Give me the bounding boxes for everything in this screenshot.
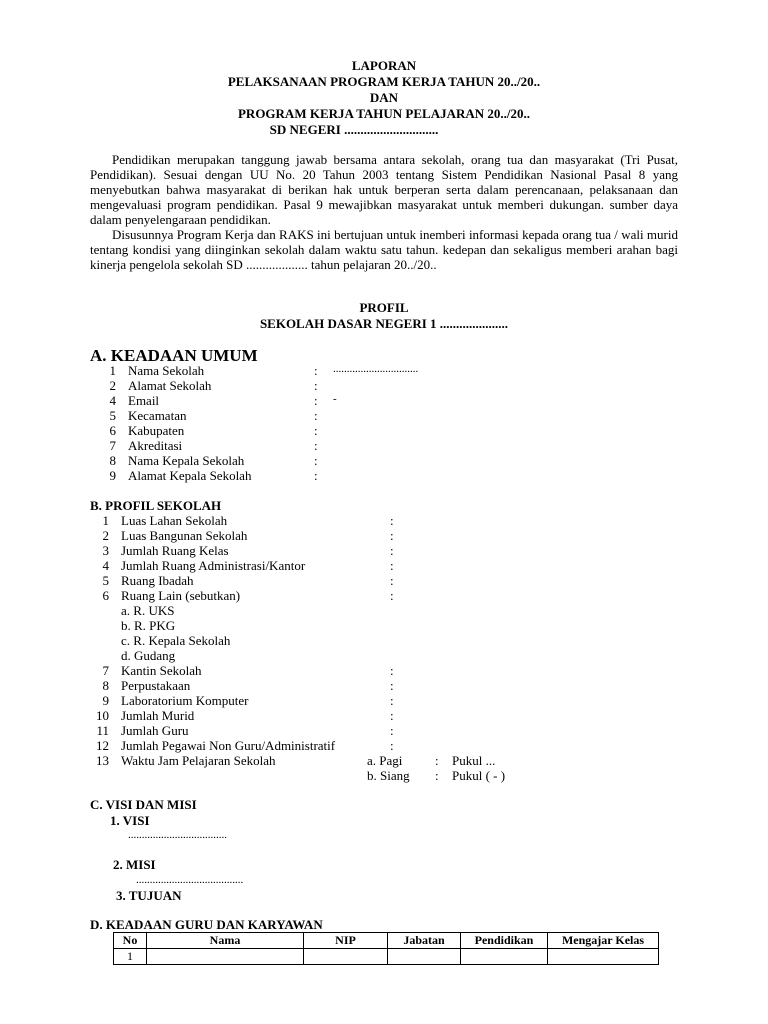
- profil-item-number: 13: [96, 753, 109, 768]
- profil-item-colon: :: [390, 738, 394, 753]
- report-title-line-4: PROGRAM KERJA TAHUN PELAJARAN 20../20..: [237, 106, 531, 121]
- profil-item-number: 7: [102, 663, 109, 678]
- profil-item-colon: :: [390, 588, 394, 603]
- keadaan-item-label: Akreditasi: [128, 438, 183, 453]
- profil-item-colon: :: [390, 678, 394, 693]
- profil-item-label: Ruang Ibadah: [121, 573, 194, 588]
- keadaan-item-colon: :: [314, 393, 318, 408]
- column-header-no: No: [114, 933, 147, 949]
- keadaan-item-value: ...............................: [333, 363, 419, 375]
- profil-item-colon: :: [390, 558, 394, 573]
- section-d-heading: D. KEADAAN GURU DAN KARYAWAN: [90, 917, 323, 932]
- keadaan-item-label: Kecamatan: [128, 408, 187, 423]
- keadaan-item-label: Email: [128, 393, 160, 408]
- keadaan-item-label: Alamat Sekolah: [128, 378, 212, 393]
- profil-item-label: Luas Lahan Sekolah: [121, 513, 228, 528]
- keadaan-item-label: Alamat Kepala Sekolah: [128, 468, 252, 483]
- profil-item-label: Laboratorium Komputer: [121, 693, 249, 708]
- keadaan-item-number: 5: [109, 408, 116, 423]
- profil-title: PROFIL: [359, 300, 409, 315]
- profil-item-colon: :: [390, 723, 394, 738]
- table-cell-no: 1: [114, 949, 147, 965]
- profil-item-label: Jumlah Murid: [121, 708, 195, 723]
- keadaan-item-number: 9: [109, 468, 116, 483]
- profil-item-colon: :: [390, 528, 394, 543]
- section-a-heading: A. KEADAAN UMUM: [90, 346, 258, 365]
- keadaan-item-colon: :: [314, 468, 318, 483]
- keadaan-item-colon: :: [314, 378, 318, 393]
- keadaan-item-number: 4: [109, 393, 116, 408]
- profil-item-number: 3: [102, 543, 109, 558]
- profil-item-number: 11: [96, 723, 109, 738]
- profil-item-number: 5: [102, 573, 109, 588]
- keadaan-item-value: -: [333, 393, 337, 405]
- profil-item-label: Perpustakaan: [121, 678, 191, 693]
- keadaan-item-colon: :: [314, 408, 318, 423]
- waktu-colon: :: [435, 768, 439, 783]
- profil-item-number: 1: [102, 513, 109, 528]
- table-cell-nip: [304, 949, 388, 965]
- profil-item-label: Ruang Lain (sebutkan): [121, 588, 241, 603]
- profil-item-label: Luas Bangunan Sekolah: [121, 528, 248, 543]
- profil-item-colon: :: [390, 543, 394, 558]
- keadaan-item-number: 7: [109, 438, 116, 453]
- profil-item-colon: :: [390, 693, 394, 708]
- table-cell-nama: [147, 949, 304, 965]
- profil-item-label: Jumlah Ruang Kelas: [121, 543, 229, 558]
- profil-item-colon: :: [390, 573, 394, 588]
- column-header-mengajar-kelas: Mengajar Kelas: [548, 933, 659, 949]
- waktu-label: a. Pagi: [367, 753, 403, 768]
- profil-item-number: 2: [102, 528, 109, 543]
- keadaan-item-number: 6: [109, 423, 116, 438]
- waktu-value: Pukul ...: [452, 753, 496, 768]
- report-title-line-5: SD NEGERI .............................: [269, 122, 439, 137]
- profil-item-label: a. R. UKS: [121, 603, 175, 618]
- misi-placeholder: .......................................: [136, 874, 244, 886]
- visi-placeholder: ....................................: [128, 829, 227, 841]
- profil-item-number: 4: [102, 558, 109, 573]
- report-title-line-3: DAN: [369, 90, 399, 105]
- profil-item-label: Jumlah Pegawai Non Guru/Administratif: [121, 738, 336, 753]
- profil-item-label: b. R. PKG: [121, 618, 176, 633]
- keadaan-item-number: 1: [109, 363, 116, 378]
- profil-item-colon: :: [390, 708, 394, 723]
- tujuan-heading: 3. TUJUAN: [116, 888, 182, 903]
- profil-item-number: 8: [102, 678, 109, 693]
- report-title-line-2: PELAKSANAAN PROGRAM KERJA TAHUN 20../20..: [227, 74, 541, 89]
- table-cell-pendidikan: [461, 949, 548, 965]
- profil-item-colon: :: [390, 513, 394, 528]
- profil-item-label: Jumlah Guru: [121, 723, 189, 738]
- section-b-heading: B. PROFIL SEKOLAH: [90, 498, 222, 513]
- profil-item-label: Kantin Sekolah: [121, 663, 202, 678]
- waktu-label: b. Siang: [367, 768, 410, 783]
- profil-item-number: 12: [96, 738, 109, 753]
- profil-subtitle: SEKOLAH DASAR NEGERI 1 .....................: [259, 316, 509, 331]
- keadaan-item-label: Nama Kepala Sekolah: [128, 453, 245, 468]
- keadaan-item-colon: :: [314, 363, 318, 378]
- profil-item-label: Jumlah Ruang Administrasi/Kantor: [121, 558, 306, 573]
- keadaan-item-label: Nama Sekolah: [128, 363, 205, 378]
- section-c-heading: C. VISI DAN MISI: [90, 797, 197, 812]
- table-cell-mengajar-kelas: [548, 949, 659, 965]
- report-title-line-1: LAPORAN: [351, 58, 417, 73]
- keadaan-item-colon: :: [314, 438, 318, 453]
- column-header-nama: Nama: [147, 933, 304, 949]
- keadaan-item-label: Kabupaten: [128, 423, 185, 438]
- intro-paragraph-1: Pendidikan merupakan tanggung jawab bersama antara sekolah, orang tua dan masyarakat (Tri Pusat, Pendidikan). Sesuai dengan UU No. 20 Tahun 2003 tentang Sistem Pendidikan Nasional Pasal 8 yang menyebutkan bahwa masyarakat di berikan hak untuk berperan serta dalam perencanaan, pelaksanaan dan mengevaluasi program pendidikan. Pasal 9 mewajibkan masyarakat untuk memberi dukungan. sumber daya dalam penyelengaraan pendidikan.: [90, 152, 678, 227]
- guru-karyawan-table: [113, 932, 659, 965]
- waktu-colon: :: [435, 753, 439, 768]
- keadaan-item-colon: :: [314, 453, 318, 468]
- keadaan-item-number: 8: [109, 453, 116, 468]
- keadaan-item-colon: :: [314, 423, 318, 438]
- table-header-row: [114, 933, 659, 949]
- waktu-value: Pukul ( - ): [452, 768, 506, 783]
- profil-item-number: 9: [102, 693, 109, 708]
- profil-item-label: d. Gudang: [121, 648, 176, 663]
- table-row: [114, 949, 659, 965]
- column-header-pendidikan: Pendidikan: [461, 933, 548, 949]
- profil-item-number: 10: [96, 708, 109, 723]
- profil-item-colon: :: [390, 663, 394, 678]
- column-header-jabatan: Jabatan: [388, 933, 461, 949]
- keadaan-item-number: 2: [109, 378, 116, 393]
- column-header-nip: NIP: [304, 933, 388, 949]
- profil-item-label: c. R. Kepala Sekolah: [121, 633, 231, 648]
- profil-item-number: 6: [102, 588, 109, 603]
- table-cell-jabatan: [388, 949, 461, 965]
- visi-heading: 1. VISI: [110, 813, 150, 828]
- intro-paragraph-2: Disusunnya Program Kerja dan RAKS ini bertujuan untuk inemberi informasi kepada orang tua / wali murid tentang kondisi yang diinginkan sekolah dalam waktu satu tahun. kedepan dan sekaligus memberi arahan bagi kinerja pengelola sekolah SD ................... tahun pelajaran 20../20..: [90, 227, 678, 272]
- misi-heading: 2. MISI: [113, 857, 156, 872]
- profil-item-label: Waktu Jam Pelajaran Sekolah: [121, 753, 276, 768]
